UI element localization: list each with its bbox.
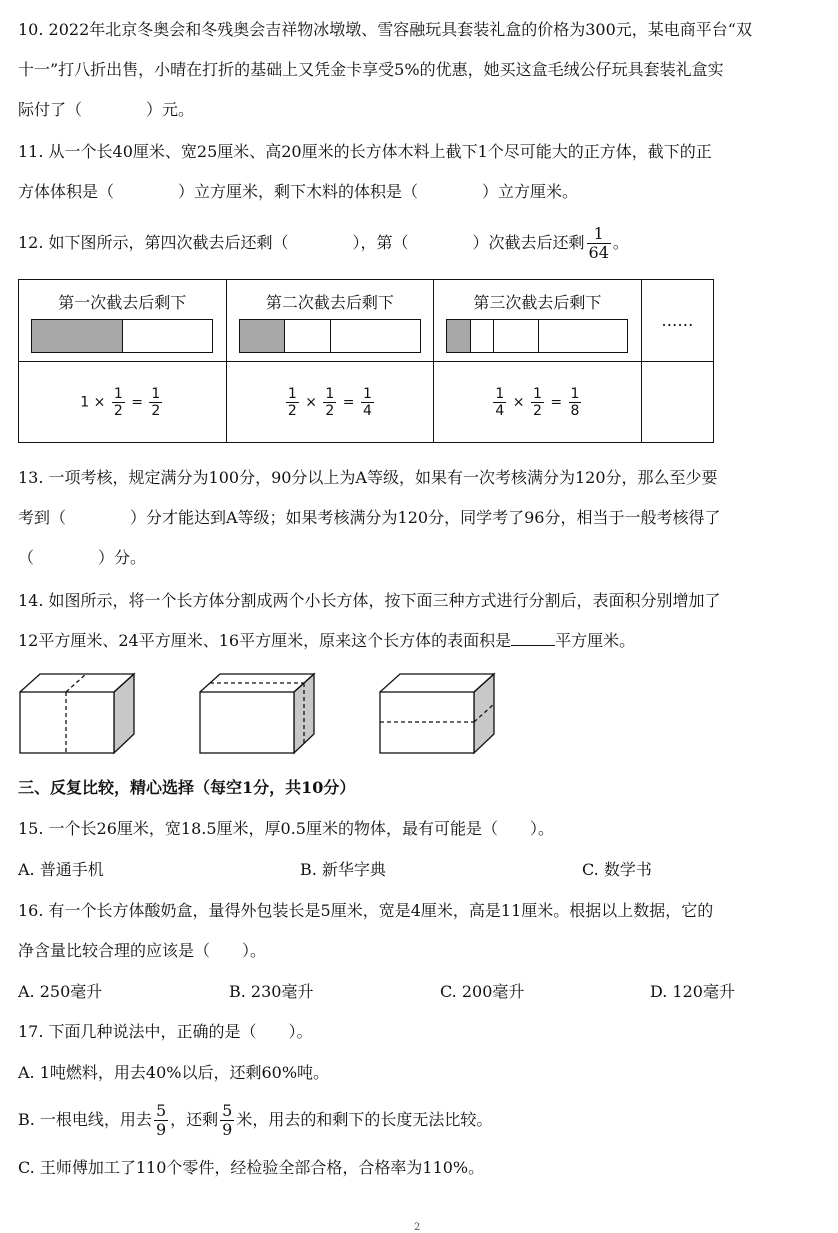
q13-line3: （ ）分。 — [18, 548, 147, 567]
q15-text: 15. 一个长26厘米，宽18.5厘米，厚0.5厘米的物体，最有可能是（ ）。 — [18, 819, 554, 838]
cuboid-vertical-cut — [20, 674, 134, 753]
q11-line2: 方体体积是（ ）立方厘米，剩下木料的体积是（ ）立方厘米。 — [18, 182, 579, 201]
q10-line1: 10. 2022年北京冬奥会和冬残奥会吉祥物冰墩墩、雪容融玩具套装礼盒的价格为300元，某电商平台“双 — [18, 20, 752, 39]
q16-option-c: C. 200毫升 — [440, 982, 525, 1001]
q12-end: 。 — [612, 233, 629, 252]
q16-line1: 16. 有一个长方体酸奶盒，量得外包装长是5厘米，宽是4厘米，高是11厘米。根据以上数据，它的 — [18, 901, 714, 920]
header-second-cut: 第二次截去后剩下 — [265, 293, 394, 312]
equation-first: 1 × $\frac{1}{2}$ = $\frac{1}{2}$ — [19, 362, 227, 443]
q17-option-a: A. 1吨燃料，用去40%以后，还剩60%吨。 — [18, 1063, 330, 1082]
cell-second-cut — [226, 280, 434, 362]
bar-second-cut — [239, 319, 421, 353]
q16-option-d: D. 120毫升 — [650, 982, 735, 1001]
header-first-cut: 第一次截去后剩下 — [58, 293, 187, 312]
ellipsis: …… — [661, 311, 694, 330]
q15-option-c: C. 数学书 — [582, 860, 652, 879]
q14-line1: 14. 如图所示，将一个长方体分割成两个小长方体，按下面三种方式进行分割后，表面积分别增加了 — [18, 591, 721, 610]
bar-first-cut — [31, 319, 213, 353]
q16-option-b: B. 230毫升 — [229, 982, 314, 1001]
cell-first-cut — [19, 280, 227, 362]
q15-option-a: A. 普通手机 — [18, 860, 104, 879]
section-3-title: 三、反复比较，精心选择（每空1分，共10分） — [18, 778, 356, 797]
cuboid-figures — [16, 670, 506, 758]
answer-blank — [511, 645, 555, 646]
cell-empty — [641, 362, 713, 443]
cut-table — [18, 279, 714, 443]
q13-line2: 考到（ ）分才能达到A等级；如果考核满分为120分，同学考了96分，相当于一般考核得了 — [18, 508, 721, 527]
q12-text: 12. 如下图所示，第四次截去后还剩（ ），第（ ）次截去后还剩 — [18, 233, 585, 252]
q11-line1: 11. 从一个长40厘米、宽25厘米、高20厘米的长方体木料上截下1个尽可能大的正方体，截下的正 — [18, 142, 712, 161]
q10-line2: 十一”打八折出售，小晴在打折的基础上又凭金卡享受5%的优惠，她买这盒毛绒公仔玩具套装礼盒实 — [18, 60, 724, 79]
equation-second: $\frac{1}{2}$ × $\frac{1}{2}$ = $\frac{1}{4}$ — [226, 362, 434, 443]
cuboid-horizontal-cut — [380, 674, 494, 753]
q12-line — [18, 223, 629, 263]
header-third-cut: 第三次截去后剩下 — [473, 293, 602, 312]
q13-line1: 13. 一项考核，规定满分为100分，90分以上为A等级，如果有一次考核满分为120分，那么至少要 — [18, 468, 718, 487]
q17-option-b: B. 一根电线，用去 $\frac{5}{9}$ ，还剩 $\frac{5}{9}$ 米，用去的和剩下的长度无法比较。 — [18, 1101, 493, 1139]
cell-ellipsis — [641, 280, 713, 362]
q12-fraction: $\frac{1}{64}$ — [588, 224, 609, 262]
page-number: 2 — [414, 1222, 421, 1233]
q16-option-a: A. 250毫升 — [18, 982, 103, 1001]
cell-third-cut — [434, 280, 642, 362]
q10-line3: 际付了（ ）元。 — [18, 100, 195, 119]
q14-line2: 12平方厘米、24平方厘米、16平方厘米，原来这个长方体的表面积是 平方厘米。 — [18, 631, 636, 650]
q17-option-c: C. 王师傅加工了110个零件，经检验全部合格，合格率为110%。 — [18, 1158, 485, 1177]
cuboid-side-cut — [200, 674, 314, 753]
equation-third: $\frac{1}{4}$ × $\frac{1}{2}$ = $\frac{1}{8}$ — [434, 362, 642, 443]
q16-line2: 净含量比较合理的应该是（ ）。 — [18, 941, 267, 960]
q17-text: 17. 下面几种说法中，正确的是（ ）。 — [18, 1022, 313, 1041]
q15-option-b: B. 新华字典 — [300, 860, 386, 879]
bar-third-cut — [446, 319, 628, 353]
